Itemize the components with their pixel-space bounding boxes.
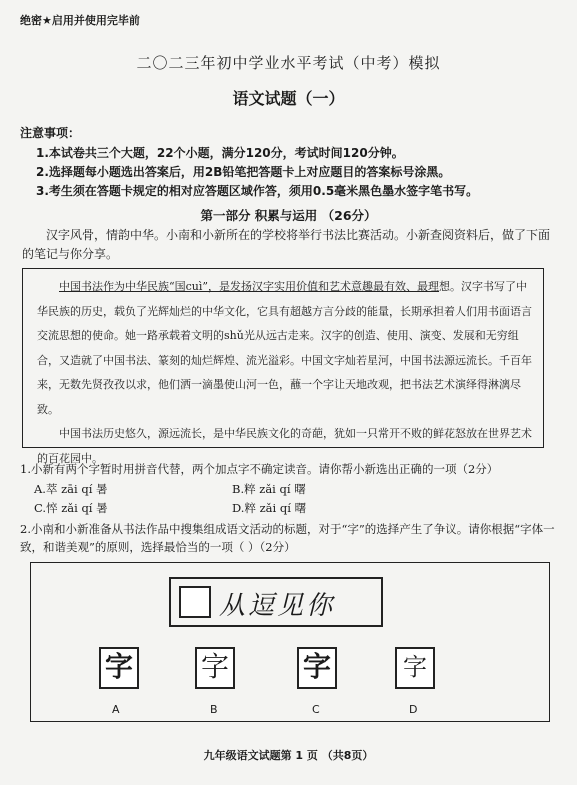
notes-box-text — [37, 275, 533, 471]
question-2-stem: 2.小南和小新准备从书法作品中搜集组成语文活动的标题，对于“字”的选择产生了争议。请你根据“字体一致，和谐美观”的原则，选择最恰当的一项（ ）（2分） — [20, 522, 555, 554]
notes-heading: 注意事项： — [20, 126, 81, 140]
notes-paragraph: 想。汉字书写了中华民族的历史，载负了光辉灿烂的中华文化，它具有超越方言分歧的能量，长期承担着人们用书面语言交流思想的使命。她一路承载着文明的shǔ光从远古走来。汉字的创造、使用、演变、发展和无穷组合，又造就了中国书法、篆刻的灿烂辉煌、流光溢彩。中国文字灿若星河，中国书法源远流长。千百年来，无数先贤孜孜以求，他们洒一滴墨使山河一色，蘸一个字让天地改观，把书法艺术演绎得淋漓尽致。 — [37, 280, 532, 416]
calligraphy-choice-b[interactable]: 字 — [195, 647, 235, 689]
calligraphy-figure — [30, 562, 550, 722]
exam-title: 二〇二三年初中学业水平考试（中考）模拟 — [136, 54, 441, 72]
underlined-sentence: 中国书法作为中华民族“国cuì”，是发扬汉字实用价值和艺术意趣最有效、最理 — [59, 280, 440, 293]
banner-text: 从逗见你 — [219, 591, 336, 621]
blank-square — [179, 586, 211, 618]
choice-label: C — [312, 703, 320, 716]
q1-option-a[interactable]: A.萃 zāi qí 暑 — [34, 482, 108, 496]
q1-option-c[interactable]: C.悴 zǎi qí 暑 — [34, 501, 108, 515]
title-banner — [169, 577, 383, 627]
question-1-stem: 1.小新有两个字暂时用拼音代替，两个加点字不确定读音。请你帮小新选出正确的一项（2分） — [20, 462, 499, 476]
calligraphy-choice-d[interactable]: 字 — [395, 647, 435, 689]
calligraphy-choice-c[interactable]: 字 — [297, 647, 337, 689]
notes-box — [22, 268, 544, 465]
note-item: 2.选择题每小题选出答案后，用2B铅笔把答题卡上对应题目的答案标号涂黑。 — [36, 165, 451, 179]
choice-label: A — [112, 703, 120, 716]
part-intro: 汉字风骨，情韵中华。小南和小新所在的学校将举行书法比赛活动。小新查阅资料后，做了下面的笔记与你分享。 — [22, 228, 551, 261]
q1-option-d[interactable]: D.粹 zǎi qí 曙 — [232, 501, 307, 515]
q1-option-b[interactable]: B.粹 zǎi qí 曙 — [232, 482, 306, 496]
choice-label: B — [210, 703, 218, 716]
part-title: 第一部分 积累与运用 （26分） — [200, 208, 377, 223]
note-item: 1.本试卷共三个大题，22个小题，满分120分，考试时间120分钟。 — [36, 146, 404, 160]
calligraphy-choice-a[interactable]: 字 — [99, 647, 139, 689]
notes-paragraph: 中国书法历史悠久，源远流长，是中华民族文化的奇葩，犹如一只常开不败的鲜花怒放在世界艺术的百花园中。 — [37, 427, 532, 465]
choice-label: D — [409, 703, 418, 716]
note-item: 3.考生须在答题卡规定的相对应答题区域作答，须用0.5毫米黑色墨水签字笔书写。 — [36, 184, 479, 198]
exam-subtitle: 语文试题（一） — [232, 89, 345, 108]
confidential-label: 绝密★启用并使用完毕前 — [20, 14, 140, 27]
page-footer: 九年级语文试题第 1 页 （共8页） — [203, 749, 374, 762]
